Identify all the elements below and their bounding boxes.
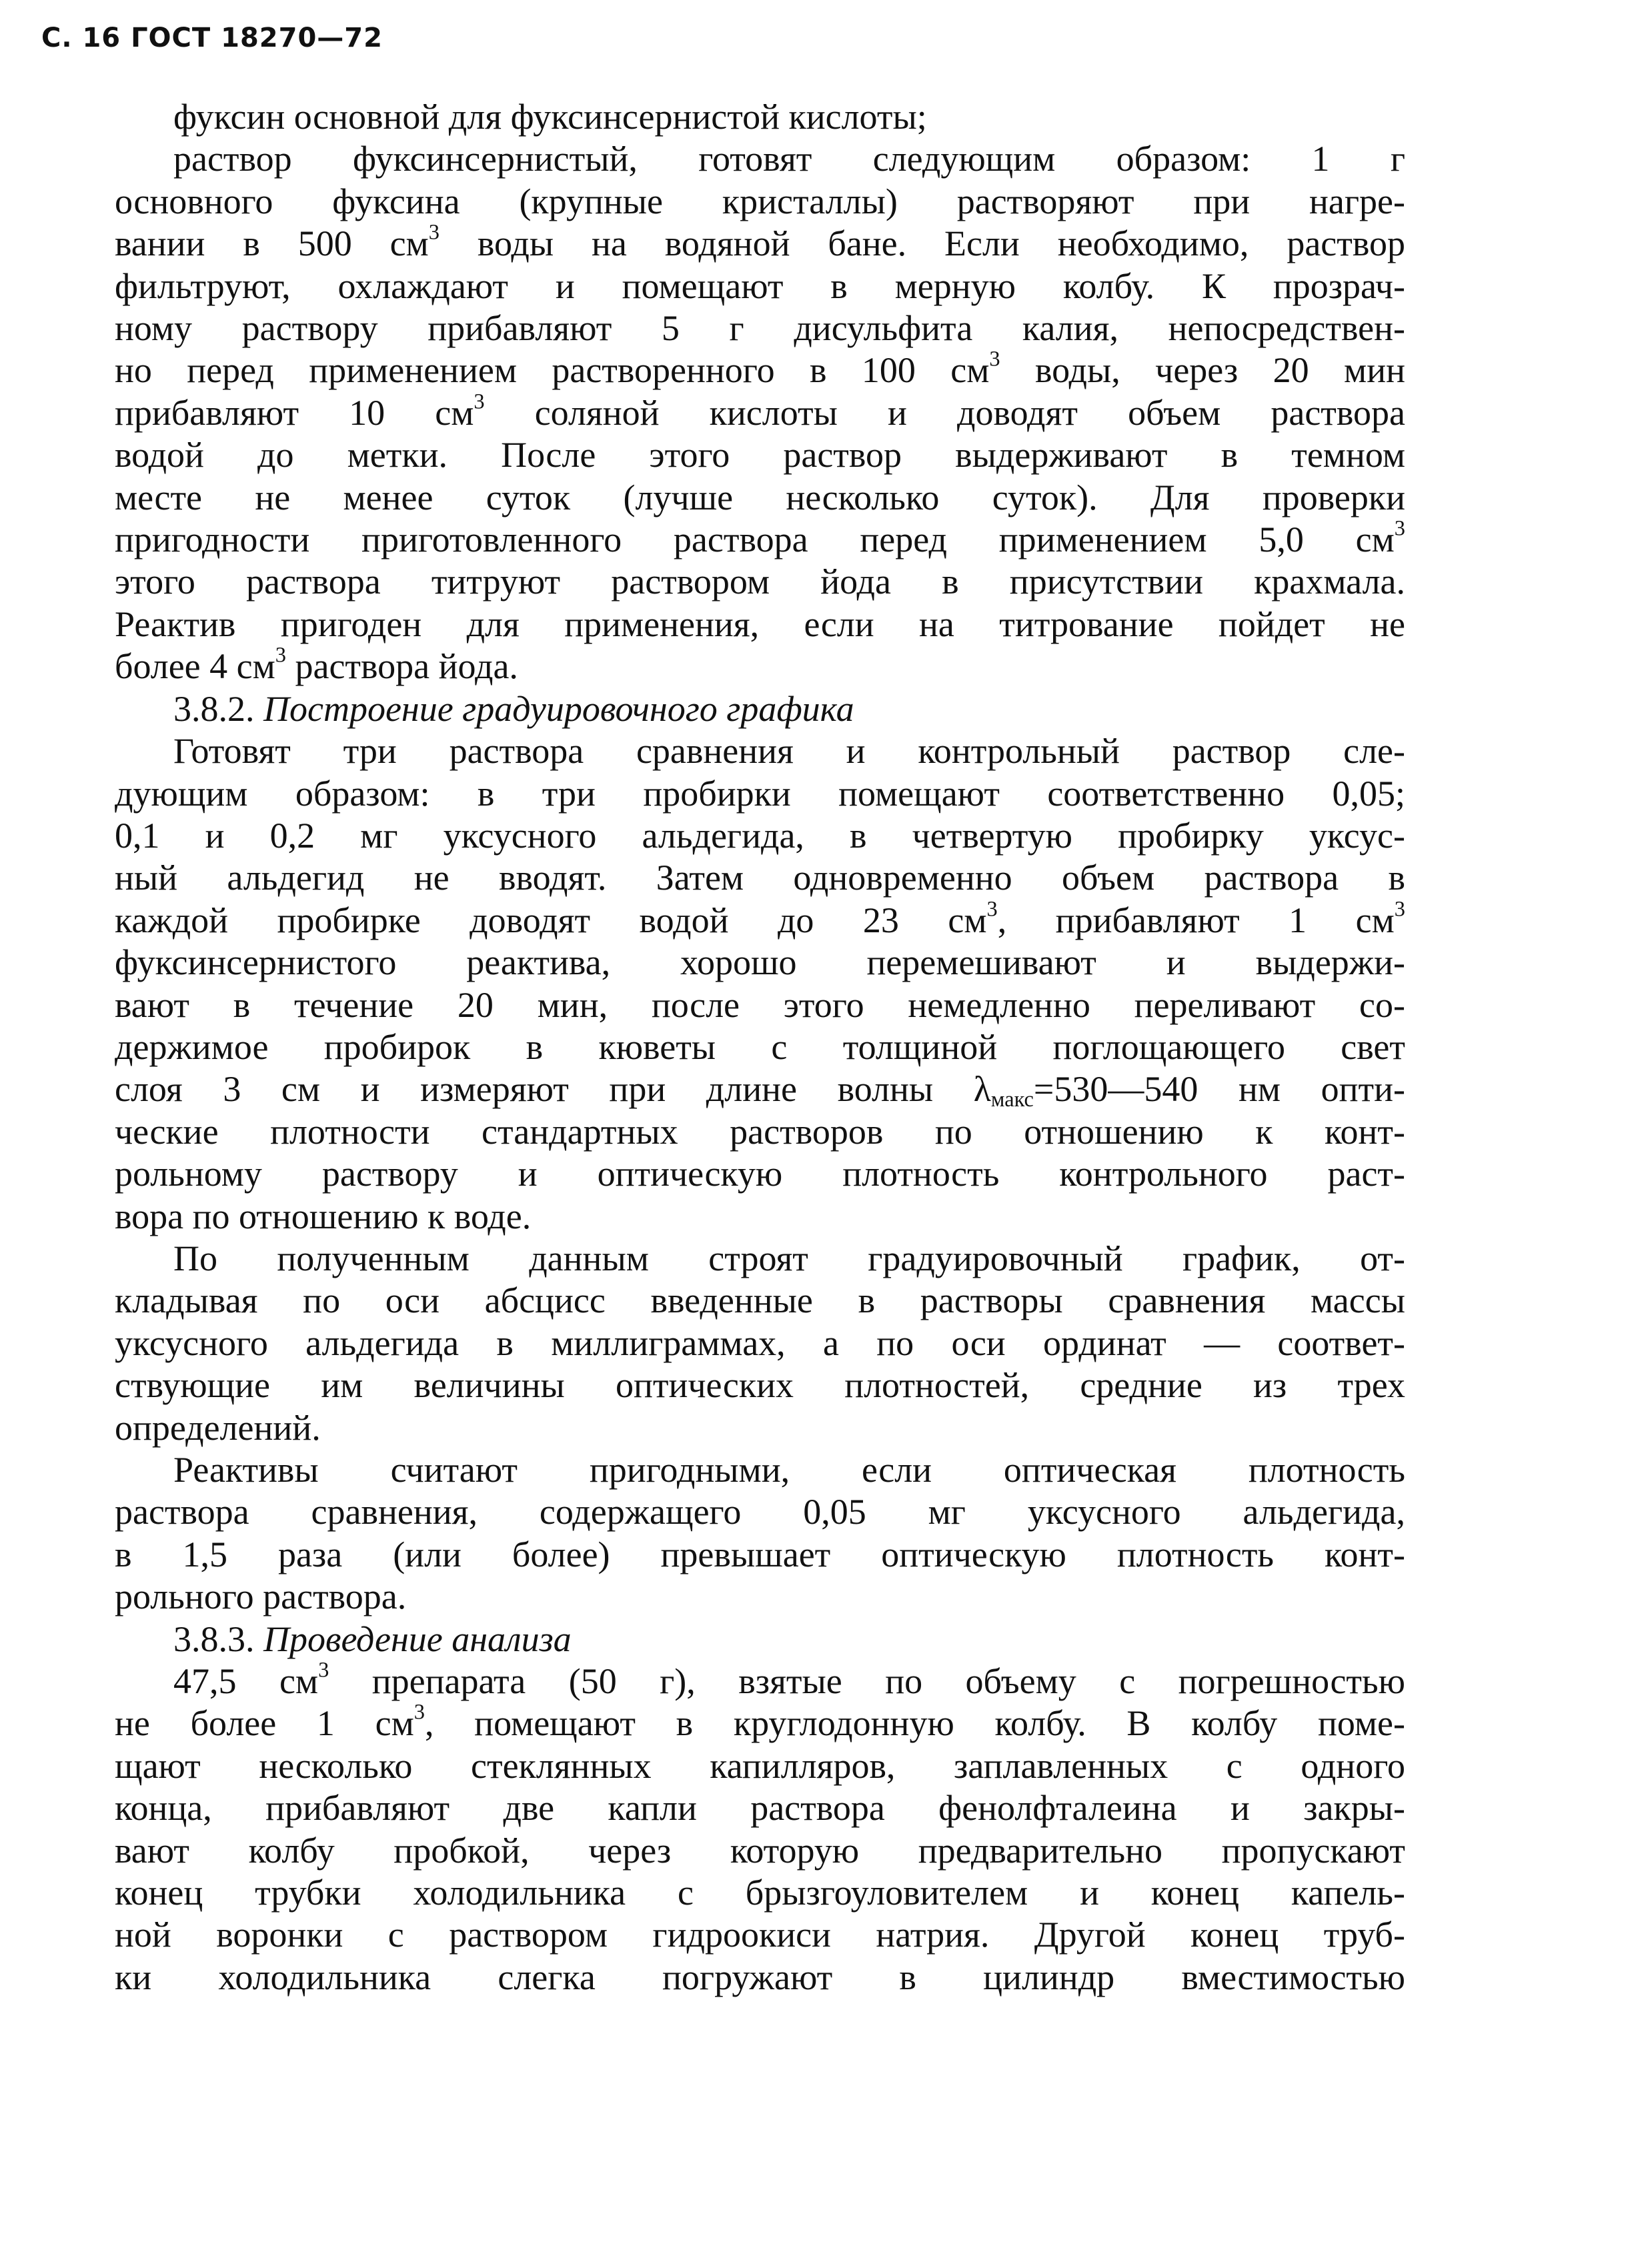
text-line: 0,1 и 0,2 мг уксусного альдегида, в четвертую пробирку уксус-	[115, 815, 1405, 856]
superscript: 3	[989, 347, 1000, 372]
text-line: каждой пробирке доводят водой до 23 $см^3$, прибавляют 1 $см^3$	[115, 897, 1405, 940]
text-line: уксусного альдегида в миллиграммах, а по оси ординат — соответ-	[115, 1322, 1405, 1363]
page-header: С. 16 ГОСТ 18270—72	[41, 23, 383, 53]
text-line: Реактивы считают пригодными, если оптическая плотность	[173, 1450, 1405, 1490]
text-line: Реактив пригоден для применения, если на титрование пойдет не	[115, 604, 1405, 644]
section-heading: 3.8.3. Проведение анализа	[173, 1618, 572, 1659]
text-line: этого раствора титруют раствором йода в присутствии крахмала.	[115, 561, 1405, 602]
text-line: По полученным данным строят градуировочный график, от-	[173, 1238, 1405, 1278]
text-line: конец трубки холодильника с брызгоуловителем и конец капель-	[115, 1873, 1405, 1913]
text-line: прибавляют 10 $см^3$ соляной кислоты и доводят объем раствора	[115, 389, 1405, 433]
text-line: водой до метки. После этого раствор выдерживают в темном	[115, 435, 1405, 475]
text-line: ному раствору прибавляют 5 г дисульфита калия, непосредствен-	[115, 308, 1405, 349]
text-line: ной воронки с раствором гидроокиси натрия. Другой конец труб-	[115, 1915, 1405, 1955]
superscript: 3	[474, 389, 485, 414]
text-line: пригодности приготовленного раствора перед применением 5,0 $см^3$	[115, 516, 1405, 560]
text-line: держимое пробирок в кюветы с толщиной поглощающего свет	[115, 1026, 1405, 1067]
text-line: рольному раствору и оптическую плотность контрольного раст-	[115, 1154, 1405, 1194]
superscript: 3	[318, 1658, 329, 1682]
text-line: раствор фуксинсернистый, готовят следующим образом: 1 г	[173, 139, 1405, 179]
text-line: ческие плотности стандартных растворов по отношению к конт-	[115, 1111, 1405, 1152]
text-line: фуксин основной для фуксинсернистой кислоты;	[173, 97, 927, 137]
text-line: ствующие им величины оптических плотностей, средние из трех	[115, 1365, 1405, 1406]
superscript: 3	[986, 897, 998, 922]
text-line: не более 1 $см^3$, помещают в круглодонную колбу. В колбу поме-	[115, 1701, 1405, 1744]
text-line: основного фуксина (крупные кристаллы) растворяют при нагре-	[115, 181, 1405, 221]
text-line: в 1,5 раза (или более) превышает оптическую плотность конт-	[115, 1534, 1405, 1574]
section-heading: 3.8.2. Построение градуировочного графика	[173, 688, 854, 729]
text-line: фуксинсернистого реактива, хорошо перемешивают и выдержи-	[115, 942, 1405, 983]
text-line: Готовят три раствора сравнения и контрольный раствор сле-	[173, 731, 1405, 772]
text-line: кладывая по оси абсцисс введенные в растворы сравнения массы	[115, 1280, 1405, 1321]
superscript: 3	[1394, 516, 1405, 541]
text-line: вают в течение 20 мин, после этого немедленно переливают со-	[115, 984, 1405, 1025]
text-line: щают несколько стеклянных капилляров, заплавленных с одного	[115, 1745, 1405, 1786]
text-line: вора по отношению к воде.	[115, 1196, 532, 1236]
text-line: ки холодильника слегка погружают в цилиндр вместимостью	[115, 1957, 1405, 1997]
superscript: 3	[275, 643, 286, 668]
superscript: 3	[414, 1701, 425, 1725]
text-line: месте не менее суток (лучше несколько суток). Для проверки	[115, 477, 1405, 517]
text-line: но перед применением растворенного в 100 $см^3$ воды, через 20 мин	[115, 347, 1405, 391]
superscript: 3	[1394, 897, 1405, 922]
text-line: рольного раствора.	[115, 1576, 407, 1617]
text-line: слоя 3 см и измеряют при длине волны $\lambda_{макс}=530—540$ нм опти-	[115, 1069, 1405, 1112]
text-line: определений.	[115, 1407, 321, 1448]
subscript: макс	[990, 1088, 1034, 1112]
superscript: 3	[428, 220, 440, 245]
text-line: конца, прибавляют две капли раствора фенолфталеина и закры-	[115, 1788, 1405, 1829]
text-line: 47,5 $см^3$ препарата (50 г), взятые по объему с погрешностью	[173, 1658, 1405, 1702]
text-line: ный альдегид не вводят. Затем одновременно объем раствора в	[115, 858, 1405, 898]
text-line: более 4 $см^3$ раствора йода.	[115, 643, 518, 687]
text-line: раствора сравнения, содержащего 0,05 мг уксусного альдегида,	[115, 1492, 1405, 1532]
text-line: фильтруют, охлаждают и помещают в мерную колбу. К прозрач-	[115, 265, 1405, 306]
document-body	[115, 96, 1405, 1999]
text-line: дующим образом: в три пробирки помещают соответственно 0,05;	[115, 773, 1405, 814]
text-line: вании в 500 $см^3$ воды на водяной бане. Если необходимо, раствор	[115, 220, 1405, 264]
text-line: вают колбу пробкой, через которую предварительно пропускают	[115, 1830, 1405, 1871]
